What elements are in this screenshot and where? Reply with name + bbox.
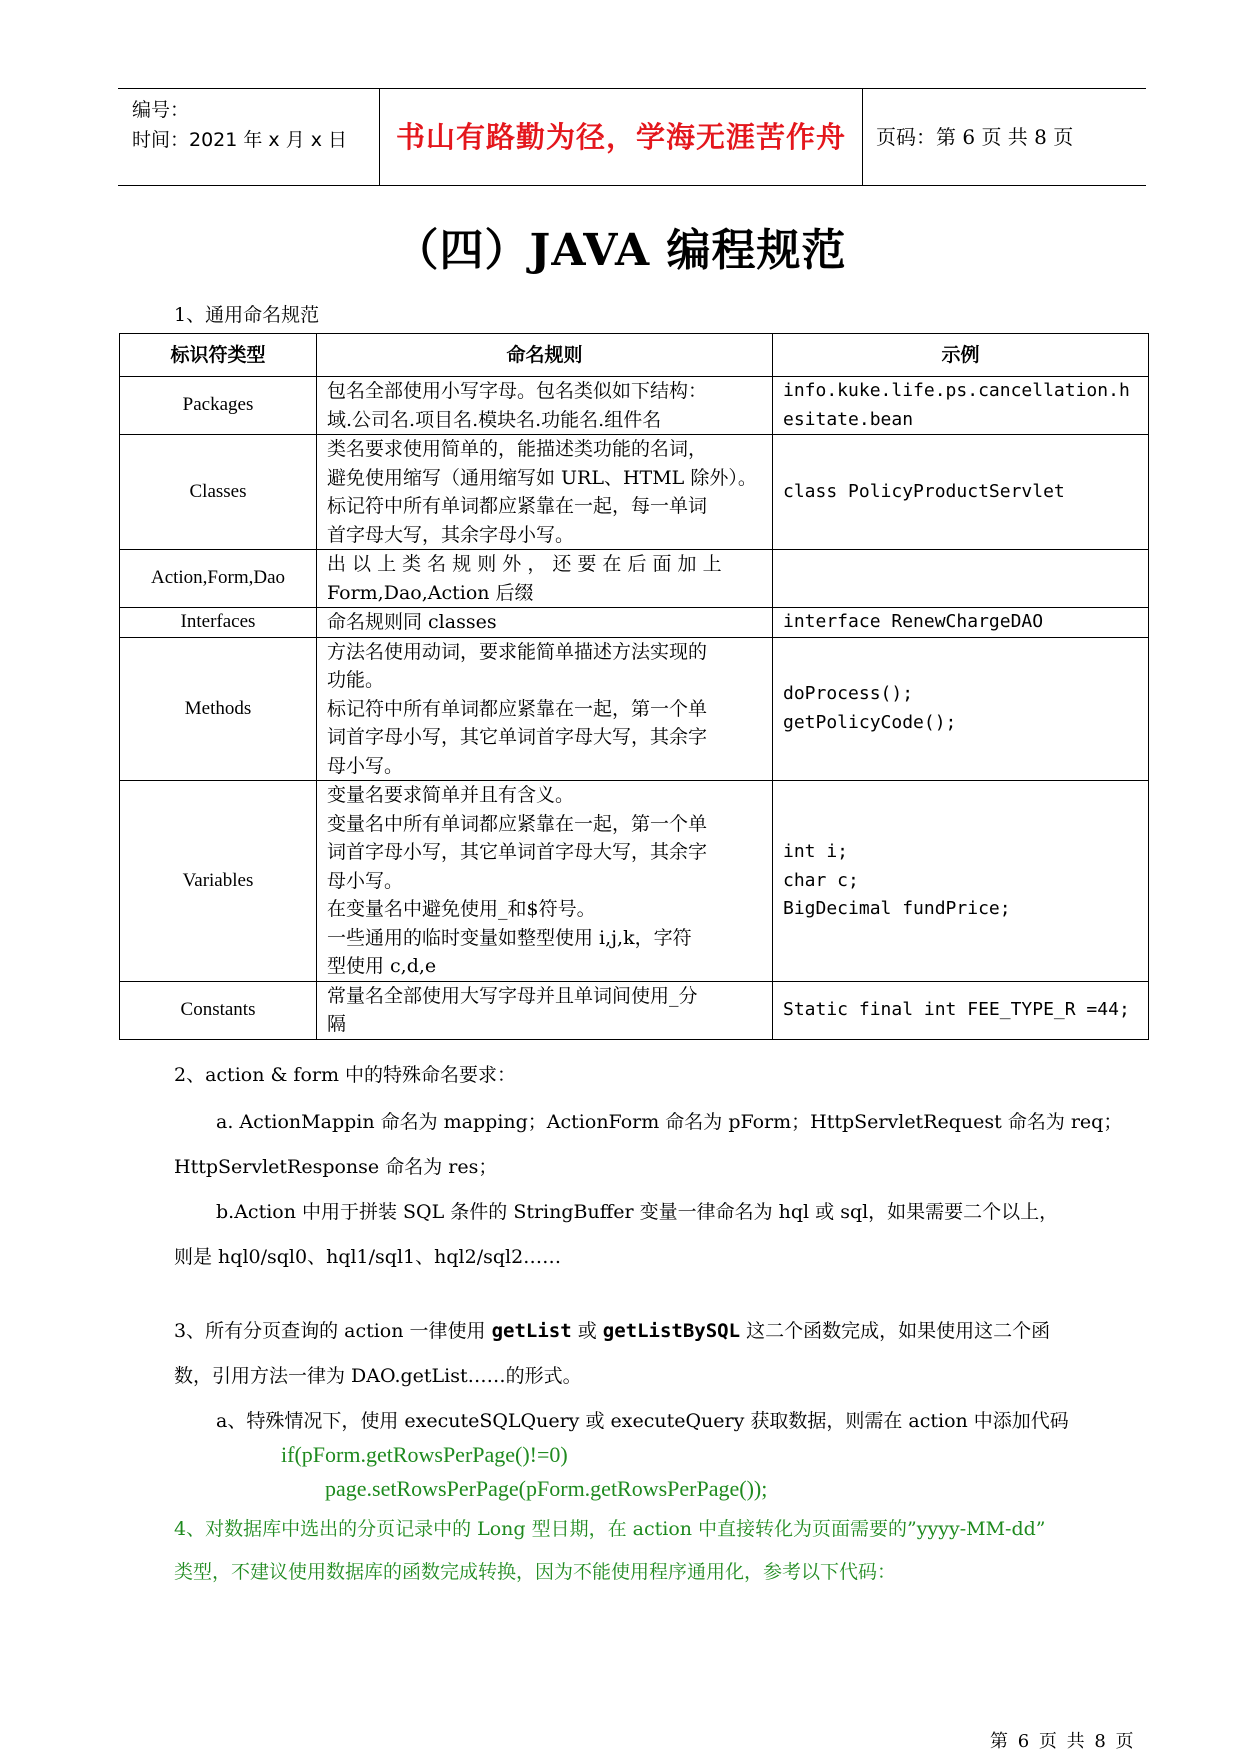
identifier-type-cell: Packages: [120, 377, 317, 435]
rule-line: 常量名全部使用大写字母并且单词间使用_分: [327, 984, 698, 1007]
header-page-info: 页码：第 6 页 共 8 页: [876, 125, 1074, 149]
naming-rule-cell: [317, 637, 773, 781]
section-3-text: 这二个函数完成，如果使用这二个函: [740, 1320, 1051, 1342]
time-label: 时间：2021 年 x 月 x 日: [132, 129, 348, 151]
rule-line: 型使用 c,d,e: [327, 955, 437, 977]
header-motto: 书山有路勤为径，学海无涯苦作舟: [395, 120, 846, 154]
column-header: 标识符类型: [120, 334, 317, 377]
column-header: 示例: [773, 334, 1149, 377]
section-3-text: 3、所有分页查询的 action 一律使用: [174, 1320, 492, 1342]
example-cell: [773, 981, 1149, 1039]
section-3-line1: [174, 1316, 1050, 1346]
example-line: char c;: [783, 869, 859, 891]
table-row: [120, 781, 1149, 982]
section-4-line2: 类型，不建议使用数据库的函数完成转换，因为不能使用程序通用化，参考以下代码：: [174, 1561, 897, 1583]
example-cell: [773, 781, 1149, 982]
identifier-type-cell: Classes: [120, 435, 317, 550]
rule-line: 词首字母小写，其它单词首字母大写，其余字: [327, 841, 708, 863]
rule-line: 变量名中所有单词都应紧靠在一起，第一个单: [327, 812, 708, 835]
example-cell: [773, 435, 1149, 550]
rule-line: 命名规则同 classes: [327, 611, 497, 633]
section-2-a-line1: a. ActionMappin 命名为 mapping；ActionForm 命名为 pForm；HttpServletRequest 命名为 req；: [216, 1111, 1123, 1133]
section-3-text: 或: [571, 1320, 603, 1342]
example-cell: [773, 637, 1149, 781]
example-line: BigDecimal fundPrice;: [783, 898, 1011, 919]
page-title: （四）JAVA 编程规范: [394, 225, 847, 276]
rule-line: 首字母大写，其余字母小写。: [327, 523, 575, 546]
section-2-b-line1: b.Action 中用于拼装 SQL 条件的 StringBuffer 变量一律命名为 hql 或 sql，如果需要二个以上，: [216, 1201, 1059, 1223]
rule-line: 出 以 上 类 名 规 则 外 ， 还 要 在 后 面 加 上: [327, 553, 722, 575]
rule-line: 标记符中所有单词都应紧靠在一起，每一单词: [327, 495, 708, 517]
naming-rule-cell: [317, 981, 773, 1039]
rule-line: 避免使用缩写（通用缩写如 URL、HTML 除外）。: [327, 466, 757, 489]
rule-line: 母小写。: [327, 869, 404, 892]
table-header-row: [120, 334, 1149, 377]
naming-rule-cell: [317, 608, 773, 638]
naming-rule-cell: [317, 435, 773, 550]
page-header: [118, 88, 1146, 186]
rule-line: 词首字母小写，其它单词首字母大写，其余字: [327, 726, 708, 748]
column-header: 命名规则: [317, 334, 773, 377]
page-footer: 第 6 页 共 8 页: [990, 1731, 1134, 1752]
example-line: interface RenewChargeDAO: [783, 611, 1044, 632]
header-meta: [132, 95, 362, 155]
naming-rule-cell: [317, 377, 773, 435]
table-row: [120, 435, 1149, 550]
rule-line: 标记符中所有单词都应紧靠在一起，第一个单: [327, 697, 708, 720]
example-line: class PolicyProductServlet: [783, 480, 1065, 502]
section-3-line2: 数，引用方法一律为 DAO.getList……的形式。: [174, 1365, 582, 1387]
naming-rules-table: [119, 333, 1149, 1040]
number-label: 编号：: [132, 99, 190, 121]
header-divider: [862, 89, 863, 185]
example-line: esitate.bean: [783, 408, 914, 430]
example-line: Static final int FEE_TYPE_R =44;: [783, 998, 1130, 1020]
example-line: info.kuke.life.ps.cancellation.h: [783, 380, 1130, 401]
rule-line: 隔: [327, 1013, 347, 1035]
rule-line: 域.公司名.项目名.模块名.功能名.组件名: [327, 408, 662, 431]
rule-line: 一些通用的临时变量如整型使用 i,j,k，字符: [327, 926, 692, 949]
example-line: doProcess();: [783, 683, 914, 705]
identifier-type-cell: Variables: [120, 781, 317, 982]
example-cell: [773, 550, 1149, 608]
rule-line: 母小写。: [327, 754, 404, 777]
code-line: page.setRowsPerPage(pForm.getRowsPerPage());: [325, 1476, 768, 1501]
rule-line: 包名全部使用小写字母。包名类似如下结构：: [327, 380, 708, 402]
example-cell: [773, 377, 1149, 435]
identifier-type-cell: Interfaces: [120, 608, 317, 638]
table-row: [120, 550, 1149, 608]
section-3-a-line: a、特殊情况下，使用 executeSQLQuery 或 executeQuery 获取数据，则需在 action 中添加代码: [216, 1410, 1069, 1432]
identifier-type-cell: Action,Form,Dao: [120, 550, 317, 608]
naming-rule-cell: [317, 550, 773, 608]
section-1-heading: 1、通用命名规范: [174, 304, 320, 326]
section-2-a-line2: HttpServletResponse 命名为 res；: [174, 1156, 498, 1178]
rule-line: 类名要求使用简单的，能描述类功能的名词，: [327, 438, 708, 460]
rule-line: 功能。: [327, 669, 385, 691]
example-line: int i;: [783, 841, 849, 862]
section-4-line1: 4、对数据库中选出的分页记录中的 Long 型日期，在 action 中直接转化为页面需要的”yyyy-MM-dd”: [174, 1518, 1046, 1540]
table-row: [120, 608, 1149, 638]
function-name: getList: [491, 1320, 572, 1342]
rule-line: Form,Dao,Action 后缀: [327, 581, 534, 604]
example-line: getPolicyCode();: [783, 711, 957, 733]
table-row: [120, 981, 1149, 1039]
rule-line: 在变量名中避免使用_和$符号。: [327, 898, 596, 920]
code-line: if(pForm.getRowsPerPage()!=0): [281, 1442, 568, 1467]
table-row: [120, 637, 1149, 781]
rule-line: 方法名使用动词，要求能简单描述方法实现的: [327, 640, 708, 663]
section-2-b-line2: 则是 hql0/sql0、hql1/sql1、hql2/sql2……: [174, 1246, 562, 1268]
identifier-type-cell: Methods: [120, 637, 317, 781]
section-2-heading: 2、action & form 中的特殊命名要求：: [174, 1064, 517, 1086]
function-name: getListBySQL: [602, 1320, 741, 1342]
table-row: [120, 377, 1149, 435]
rule-line: 变量名要求简单并且有含义。: [327, 784, 575, 806]
naming-rule-cell: [317, 781, 773, 982]
example-cell: [773, 608, 1149, 638]
identifier-type-cell: Constants: [120, 981, 317, 1039]
